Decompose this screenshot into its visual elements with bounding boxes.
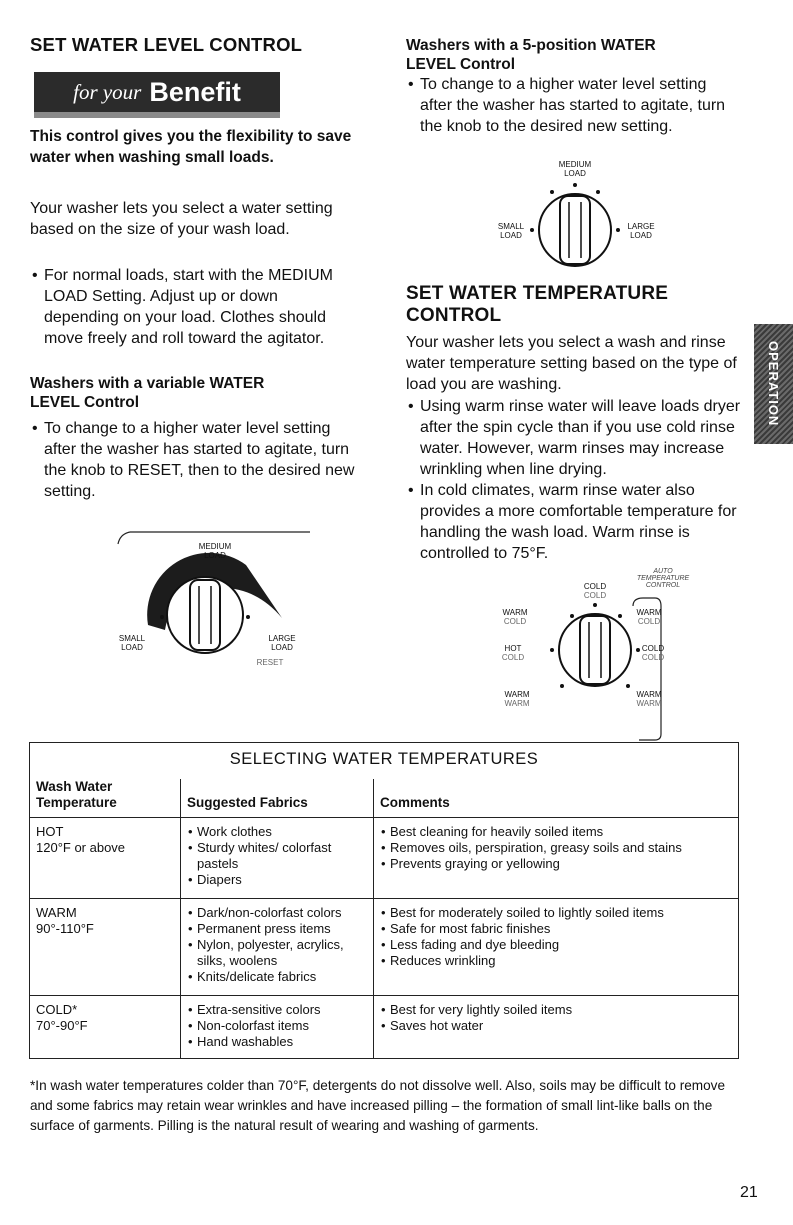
benefit-badge-part1: for your [73, 79, 142, 104]
table-header-temperature-line2: Temperature [36, 795, 117, 810]
table-row [30, 818, 739, 899]
benefit-badge [34, 72, 280, 118]
temp-label-ul-a: WARM [502, 608, 528, 617]
fabrics-cold-list [187, 1002, 367, 1050]
temp-label-lower-left [500, 690, 534, 708]
water-level-intro: Your washer lets you select a water setting based on the size of your wash load. [30, 200, 333, 238]
table-cell-fabrics-hot [181, 818, 374, 899]
table-header-comments: Comments [374, 779, 739, 818]
list-item: • Knits/delicate fabrics [187, 969, 367, 985]
table-cell-temp-warm [30, 899, 181, 996]
five-dial-label-medium-line2: LOAD [564, 169, 586, 178]
left-column [30, 34, 375, 56]
list-item: • Best for very lightly soiled items [380, 1002, 732, 1018]
temp-label-top-b: COLD [583, 591, 607, 600]
variable-control-bullets [30, 418, 360, 502]
dial-label-large-line2: LOAD [271, 643, 293, 652]
auto-temp-line1: AUTO [653, 568, 673, 575]
list-item: • Less fading and dye bleeding [380, 937, 732, 953]
list-item: • Sturdy whites/ colorfast pastels [187, 840, 367, 872]
list-item: • Nylon, polyester, acrylics, silks, woolens [187, 937, 367, 969]
five-dial-label-large-line2: LOAD [630, 231, 652, 240]
operation-side-tab-label: OPERATION [766, 341, 781, 427]
list-item: • Removes oils, perspiration, greasy soils and stains [380, 840, 732, 856]
comments-hot-list [380, 824, 732, 872]
dial-label-large [264, 634, 300, 652]
list-item: • Hand washables [187, 1034, 367, 1050]
dial-label-small-line1: SMALL [118, 634, 146, 643]
table-cell-temp-cold [30, 996, 181, 1059]
table-cell-fabrics-cold [181, 996, 374, 1059]
temp-label-upper-left [498, 608, 532, 626]
temp-cold-label: COLD* [36, 1002, 78, 1017]
temp-hot-range: 120°F or above [36, 840, 126, 855]
table-header-temperature-line1: Wash Water [36, 779, 113, 794]
five-dial-label-medium-line1: MEDIUM [558, 160, 592, 169]
water-level-heading: SET WATER LEVEL CONTROL [30, 34, 303, 55]
temperature-heading: SET WATER TEMPERATURE CONTROL [406, 283, 669, 326]
auto-temp-line3: CONTROL [645, 582, 681, 589]
benefit-badge-part2: Benefit [149, 76, 241, 107]
list-item: • Permanent press items [187, 921, 367, 937]
table-row [30, 899, 739, 996]
five-dial-label-small-line1: SMALL [497, 222, 525, 231]
temp-label-upper-right [632, 608, 666, 626]
water-temperature-table [29, 742, 739, 1059]
table-header-temperature [30, 779, 181, 818]
list-item: • Safe for most fabric finishes [380, 921, 732, 937]
dial-label-medium-line2: LOAD [204, 551, 226, 560]
five-dial-label-small [494, 222, 528, 240]
auto-temperature-label [628, 568, 698, 589]
comments-cold-list [380, 1002, 732, 1034]
temp-label-lr-b: WARM [636, 699, 662, 708]
temp-label-ll-b: WARM [504, 699, 530, 708]
cold-water-footnote: *In wash water temperatures colder than 70°F, detergents do not dissolve well. Also, soils may be difficult to remove and some fabrics may retain wear wrinkles and have increased pilling – the formation of small lint-like balls on the surface of garments. Pilling is the natural result of wearing and washing of garments. [30, 1078, 726, 1133]
water-level-bullets [30, 265, 355, 349]
five-dial-label-large [624, 222, 658, 240]
temp-label-ul-b: COLD [503, 617, 527, 626]
list-item: • Best for moderately soiled to lightly soiled items [380, 905, 732, 921]
temp-label-mid-right [636, 644, 670, 662]
table-cell-fabrics-warm [181, 899, 374, 996]
temp-hot-label: HOT [36, 824, 64, 839]
temp-label-ml-a: HOT [504, 644, 522, 653]
list-item: • Extra-sensitive colors [187, 1002, 367, 1018]
table-title-row [30, 743, 739, 780]
dial-label-medium [190, 542, 240, 560]
temp-label-ll-a: WARM [504, 690, 530, 699]
five-dial-label-medium [553, 160, 597, 178]
five-dial-label-small-line2: LOAD [500, 231, 522, 240]
list-item: • Prevents graying or yellowing [380, 856, 732, 872]
temp-label-mid-left [496, 644, 530, 662]
table-header-fabrics: Suggested Fabrics [181, 779, 374, 818]
dial-label-small [115, 634, 149, 652]
benefit-text: This control gives you the flexibility to save water when washing small loads. [30, 128, 352, 166]
dial-label-reset: RESET [256, 658, 284, 667]
list-item: • Non-colorfast items [187, 1018, 367, 1034]
temp-label-mr-b: COLD [641, 653, 665, 662]
temp-cold-range: 70°-90°F [36, 1018, 88, 1033]
table-cell-comments-cold [374, 996, 739, 1059]
variable-control-heading: Washers with a variable WATER LEVEL Control [30, 375, 265, 411]
operation-side-tab [754, 324, 793, 444]
temp-warm-label: WARM [36, 905, 77, 920]
list-item: • Diapers [187, 872, 367, 888]
temp-label-mr-a: COLD [641, 644, 665, 653]
dial-label-large-line1: LARGE [268, 634, 296, 643]
temp-warm-range: 90°-110°F [36, 921, 94, 936]
list-item: • Reduces wrinkling [380, 953, 732, 969]
temp-label-ur-a: WARM [636, 608, 662, 617]
five-dial-label-large-line1: LARGE [627, 222, 655, 231]
variable-control-bullet: • To change to a higher water level setting after the washer has started to agitate, turn the knob to RESET, then to the desired new setting. [30, 418, 360, 502]
dial-label-medium-line1: MEDIUM [198, 542, 232, 551]
temperature-bullet-warm-rinse: • Using warm rinse water will leave loads dryer after the spin cycle than if you use cold rinse water. However, warm rinses may increase wrinkling when line drying. [406, 396, 751, 480]
five-position-dial-graphic [520, 180, 630, 280]
table-cell-comments-warm [374, 899, 739, 996]
five-position-heading: Washers with a 5-position WATER LEVEL Control [406, 37, 656, 73]
temp-label-top [575, 582, 615, 600]
five-position-bullets [406, 74, 736, 137]
five-position-bullet: • To change to a higher water level setting after the washer has started to agitate, turn the knob to the desired new setting. [406, 74, 736, 137]
temp-label-ml-b: COLD [501, 653, 525, 662]
temp-label-top-a: COLD [583, 582, 607, 591]
table-row [30, 996, 739, 1059]
temp-label-ur-b: COLD [637, 617, 661, 626]
comments-warm-list [380, 905, 732, 969]
water-level-bullet-normal: • For normal loads, start with the MEDIUM LOAD Setting. Adjust up or down depending on your load. Clothes should move freely and roll toward the agitator. [30, 265, 355, 349]
temp-label-lr-a: WARM [636, 690, 662, 699]
auto-temp-line2: TEMPERATURE [636, 575, 690, 582]
dial-label-small-line2: LOAD [121, 643, 143, 652]
table-cell-temp-hot [30, 818, 181, 899]
temp-label-lower-right [632, 690, 666, 708]
table-cell-comments-hot [374, 818, 739, 899]
temperature-intro: Your washer lets you select a wash and rinse water temperature setting based on the type of load you are washing. [406, 334, 737, 393]
list-item: • Dark/non-colorfast colors [187, 905, 367, 921]
table-header-row [30, 779, 739, 818]
list-item: • Best cleaning for heavily soiled items [380, 824, 732, 840]
fabrics-warm-list [187, 905, 367, 985]
list-item: • Saves hot water [380, 1018, 732, 1034]
temperature-bullet-cold-climate: • In cold climates, warm rinse water also provides a more comfortable temperature for handling the wash load. Warm rinse is controlled to 75°F. [406, 480, 751, 564]
temperature-bullets [406, 396, 751, 564]
page-number: 21 [740, 1184, 758, 1201]
fabrics-hot-list [187, 824, 367, 888]
list-item: • Work clothes [187, 824, 367, 840]
table-title: SELECTING WATER TEMPERATURES [30, 743, 739, 780]
